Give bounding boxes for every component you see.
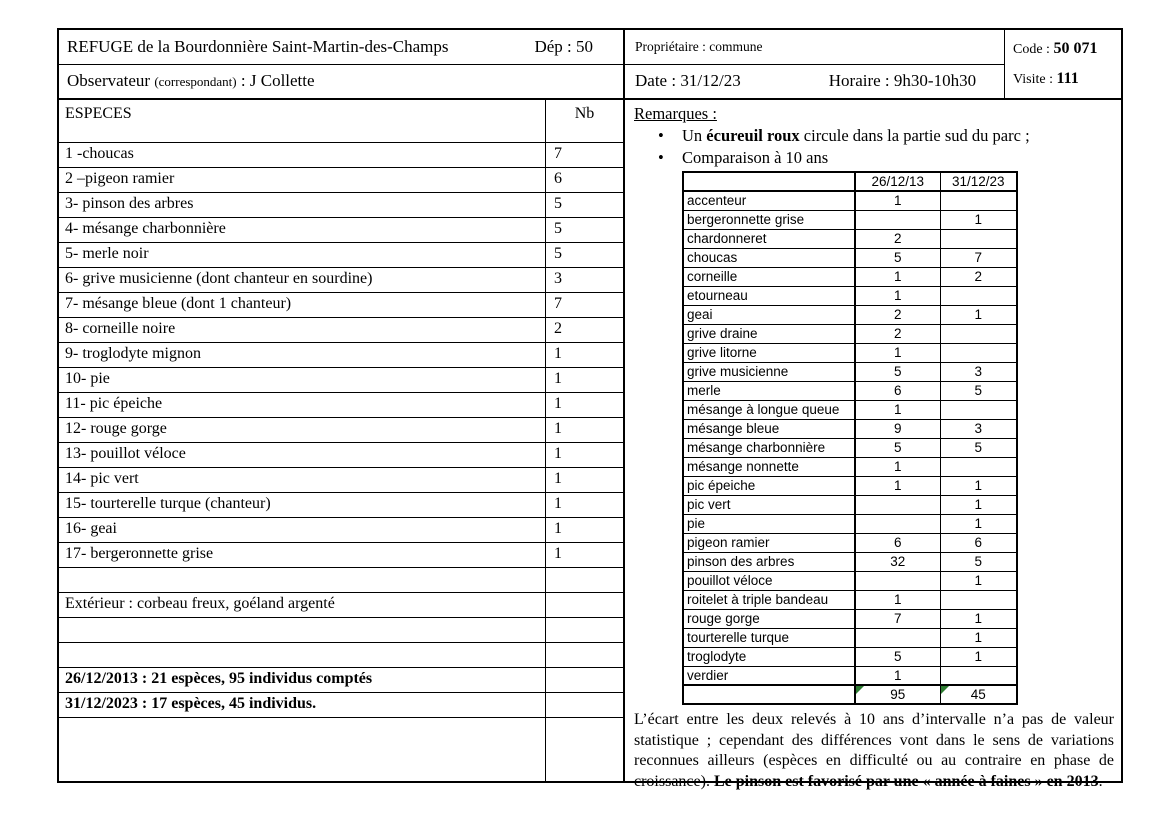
comparison-species: pinson des arbres [683, 552, 855, 571]
species-table-header [59, 100, 623, 143]
count-2013 [855, 514, 940, 533]
comparison-row [683, 666, 1017, 685]
comparison-species: rouge gorge [683, 609, 855, 628]
species-count [545, 568, 623, 592]
comparison-row [683, 419, 1017, 438]
filler-nb-cell [545, 718, 623, 781]
count-2023 [940, 457, 1017, 476]
species-label: 6- grive musicienne (dont chanteur en sourdine) [65, 270, 373, 287]
species-row [59, 618, 623, 643]
species-row [59, 568, 623, 593]
species-label: 4- mésange charbonnière [65, 220, 226, 237]
observer-paren: (correspondant) [154, 74, 237, 90]
comparison-species: mésange à longue queue [683, 400, 855, 419]
species-row [59, 418, 623, 443]
comparison-species: etourneau [683, 286, 855, 305]
species-row [59, 593, 623, 618]
species-row [59, 368, 623, 393]
comparison-row [683, 324, 1017, 343]
column-header-especes: ESPECES [65, 105, 132, 122]
comparison-row [683, 514, 1017, 533]
count-2023: 1 [940, 609, 1017, 628]
total-2023-value: 45 [970, 687, 986, 702]
count-2023 [940, 191, 1017, 210]
closing-end: . [1098, 772, 1103, 790]
count-2013: 7 [855, 609, 940, 628]
count-2023: 6 [940, 533, 1017, 552]
species-count: 2 [545, 318, 623, 342]
count-2023: 1 [940, 210, 1017, 229]
code-value: 50 071 [1053, 40, 1098, 57]
count-2013: 1 [855, 476, 940, 495]
total-2023-cell [940, 685, 1017, 704]
code-visite-cell [1005, 30, 1121, 98]
date-row [625, 65, 1004, 99]
observer-row [59, 65, 623, 99]
species-count: 5 [545, 243, 623, 267]
form-document [57, 28, 1123, 790]
refuge-title: REFUGE de la Bourdonnière Saint-Martin-des-Champs [67, 36, 449, 56]
count-2023: 1 [940, 305, 1017, 324]
species-row [59, 493, 623, 518]
proprietaire-row [625, 30, 1004, 65]
comparison-species: roitelet à triple bandeau [683, 590, 855, 609]
species-label [59, 568, 545, 592]
bullet-1-pre: Un [682, 126, 707, 145]
comparison-row [683, 248, 1017, 267]
species-count: 1 [545, 393, 623, 417]
species-row [59, 668, 623, 693]
species-count: 1 [545, 493, 623, 517]
comparison-species: troglodyte [683, 647, 855, 666]
count-2013: 1 [855, 267, 940, 286]
observer-prefix: Observateur [67, 71, 155, 91]
remarks-title [634, 104, 1114, 124]
remark-bullet-2 [634, 148, 1114, 168]
comparison-species: tourterelle turque [683, 628, 855, 647]
code-line [1013, 40, 1113, 58]
bullet-1-text [682, 126, 1030, 146]
species-label: 10- pie [65, 370, 110, 387]
count-2023: 1 [940, 628, 1017, 647]
comparison-header-year1: 26/12/13 [855, 172, 940, 191]
species-count [545, 668, 623, 692]
species-label: 12- rouge gorge [65, 420, 167, 437]
comparison-row [683, 400, 1017, 419]
comparison-species: corneille [683, 267, 855, 286]
species-label: 14- pic vert [65, 470, 139, 487]
species-label: 1 -choucas [65, 145, 134, 162]
species-row [59, 168, 623, 193]
comparison-row [683, 495, 1017, 514]
count-2013: 2 [855, 229, 940, 248]
form-body [59, 100, 1121, 790]
species-rows [59, 143, 623, 718]
comparison-row [683, 552, 1017, 571]
species-count: 6 [545, 168, 623, 192]
species-count: 7 [545, 143, 623, 167]
total-empty-cell [683, 685, 855, 704]
species-count: 3 [545, 268, 623, 292]
date: Date : 31/12/23 [635, 71, 741, 91]
count-2023: 1 [940, 495, 1017, 514]
comparison-species: bergeronnette grise [683, 210, 855, 229]
species-label: 16- geai [65, 520, 117, 537]
remarks-title-text: Remarques : [634, 104, 717, 123]
closing-normal: L’écart entre les deux relevés à 10 ans d’intervalle n’a pas de valeur statistique ; cependant des différences vont dans le sens de variations reconnues ailleurs (espèces en difficulté ou au contraire en phase de croissance). [634, 711, 1114, 790]
count-2023 [940, 590, 1017, 609]
comparison-row [683, 533, 1017, 552]
count-2013: 6 [855, 533, 940, 552]
refuge-row [59, 30, 623, 65]
species-row [59, 143, 623, 168]
count-2023 [940, 324, 1017, 343]
species-count: 1 [545, 343, 623, 367]
species-count: 1 [545, 368, 623, 392]
species-label: 9- troglodyte mignon [65, 345, 201, 362]
count-2023: 5 [940, 381, 1017, 400]
bullet-2-text: Comparaison à 10 ans [682, 148, 829, 167]
species-row [59, 518, 623, 543]
count-2013: 6 [855, 381, 940, 400]
species-row [59, 543, 623, 568]
species-row [59, 343, 623, 368]
species-count [545, 693, 623, 717]
comparison-species: verdier [683, 666, 855, 685]
comparison-species: pouillot véloce [683, 571, 855, 590]
bullet-1-post: circule dans la partie sud du parc ; [799, 126, 1030, 145]
count-2013: 2 [855, 305, 940, 324]
count-2013: 9 [855, 419, 940, 438]
comparison-row [683, 286, 1017, 305]
total-2013-cell [855, 685, 940, 704]
visite-label: Visite : [1013, 72, 1057, 87]
comparison-header-year2: 31/12/23 [940, 172, 1017, 191]
species-count: 7 [545, 293, 623, 317]
corner-marker-icon [856, 686, 864, 694]
comparison-species: pie [683, 514, 855, 533]
species-count: 1 [545, 443, 623, 467]
comparison-species: mésange nonnette [683, 457, 855, 476]
header-band [59, 30, 1121, 100]
species-count: 1 [545, 543, 623, 567]
comparison-header-empty [683, 172, 855, 191]
species-row [59, 218, 623, 243]
species-row [59, 268, 623, 293]
comparison-species: choucas [683, 248, 855, 267]
count-2013: 1 [855, 590, 940, 609]
comparison-row [683, 362, 1017, 381]
comparison-row [683, 191, 1017, 210]
species-label: 26/12/2013 : 21 espèces, 95 individus comptés [65, 670, 373, 687]
closing-bold: Le pinson est favorisé par une « année à faines » en 2013 [713, 772, 1099, 790]
species-row [59, 193, 623, 218]
species-label: 15- tourterelle turque (chanteur) [65, 495, 271, 512]
count-2023: 1 [940, 514, 1017, 533]
count-2023: 3 [940, 362, 1017, 381]
corner-marker-icon [941, 686, 949, 694]
species-row [59, 293, 623, 318]
comparison-row [683, 476, 1017, 495]
count-2013 [855, 210, 940, 229]
count-2013 [855, 495, 940, 514]
comparison-species: mésange charbonnière [683, 438, 855, 457]
proprietaire: Propriétaire : commune [635, 38, 763, 54]
comparison-row [683, 609, 1017, 628]
comparison-species: pic épeiche [683, 476, 855, 495]
count-2023 [940, 666, 1017, 685]
species-label: 3- pinson des arbres [65, 195, 194, 212]
total-2013-value: 95 [890, 687, 906, 702]
comparison-species: grive draine [683, 324, 855, 343]
comparison-row [683, 343, 1017, 362]
code-label: Code : [1013, 42, 1054, 57]
bullet-icon: • [658, 148, 664, 167]
species-label: Extérieur : corbeau freux, goéland argenté [65, 595, 335, 612]
species-label [59, 618, 545, 642]
observer-name: : J Collette [236, 71, 315, 91]
comparison-species: grive musicienne [683, 362, 855, 381]
count-2023: 3 [940, 419, 1017, 438]
count-2013: 32 [855, 552, 940, 571]
count-2023: 2 [940, 267, 1017, 286]
count-2023: 5 [940, 438, 1017, 457]
count-2023: 7 [940, 248, 1017, 267]
species-count [545, 643, 623, 667]
species-count [545, 593, 623, 617]
comparison-row [683, 590, 1017, 609]
species-count: 1 [545, 518, 623, 542]
count-2013 [855, 628, 940, 647]
count-2023 [940, 229, 1017, 248]
comparison-species: accenteur [683, 191, 855, 210]
species-label: 31/12/2023 : 17 espèces, 45 individus. [65, 695, 317, 712]
species-count: 1 [545, 468, 623, 492]
species-label: 13- pouillot véloce [65, 445, 186, 462]
comparison-header-row [683, 172, 1017, 191]
comparison-row [683, 457, 1017, 476]
count-2023: 5 [940, 552, 1017, 571]
comparison-row [683, 438, 1017, 457]
filler-name-cell [59, 718, 545, 781]
count-2013: 1 [855, 343, 940, 362]
comparison-species: merle [683, 381, 855, 400]
species-label [59, 643, 545, 667]
header-middle-cell [625, 30, 1005, 98]
species-row [59, 393, 623, 418]
count-2013: 2 [855, 324, 940, 343]
comparison-species: grive litorne [683, 343, 855, 362]
species-label: 5- merle noir [65, 245, 149, 262]
count-2013: 5 [855, 362, 940, 381]
species-label: 11- pic épeiche [65, 395, 163, 412]
count-2013 [855, 571, 940, 590]
bullet-1-bold: écureuil roux [706, 126, 800, 145]
comparison-row [683, 647, 1017, 666]
comparison-species: pic vert [683, 495, 855, 514]
species-label: 8- corneille noire [65, 320, 176, 337]
species-table-filler-row [59, 718, 623, 781]
comparison-row [683, 571, 1017, 590]
observer-line [67, 71, 315, 91]
header-left-cell [59, 30, 625, 98]
departement: Dép : 50 [534, 36, 593, 56]
remark-bullet-1 [634, 126, 1114, 146]
count-2023: 1 [940, 476, 1017, 495]
count-2013: 5 [855, 248, 940, 267]
count-2023: 1 [940, 647, 1017, 666]
species-label: 7- mésange bleue (dont 1 chanteur) [65, 295, 292, 312]
count-2013: 1 [855, 400, 940, 419]
species-row [59, 468, 623, 493]
count-2013: 1 [855, 666, 940, 685]
comparison-table [682, 171, 1018, 705]
species-count: 5 [545, 218, 623, 242]
horaire: Horaire : 9h30-10h30 [828, 71, 977, 91]
species-table [59, 100, 625, 781]
species-label: 17- bergeronnette grise [65, 545, 214, 562]
visite-value: 111 [1056, 70, 1079, 87]
closing-paragraph [634, 710, 1114, 792]
count-2023: 1 [940, 571, 1017, 590]
count-2013: 5 [855, 647, 940, 666]
comparison-total-row [683, 685, 1017, 704]
comparison-row [683, 210, 1017, 229]
count-2023 [940, 286, 1017, 305]
count-2013: 1 [855, 191, 940, 210]
species-count: 5 [545, 193, 623, 217]
comparison-species: mésange bleue [683, 419, 855, 438]
remarks-panel [625, 100, 1121, 790]
comparison-row [683, 381, 1017, 400]
species-row [59, 318, 623, 343]
species-row [59, 243, 623, 268]
species-label: 2 –pigeon ramier [65, 170, 175, 187]
count-2013: 1 [855, 457, 940, 476]
comparison-row [683, 628, 1017, 647]
visite-line [1013, 70, 1113, 88]
comparison-species: pigeon ramier [683, 533, 855, 552]
species-row [59, 693, 623, 718]
bullet-icon: • [658, 126, 664, 145]
comparison-row [683, 267, 1017, 286]
column-header-nb: Nb [545, 100, 623, 142]
species-count: 1 [545, 418, 623, 442]
count-2013: 5 [855, 438, 940, 457]
comparison-species: chardonneret [683, 229, 855, 248]
count-2023 [940, 343, 1017, 362]
count-2023 [940, 400, 1017, 419]
comparison-row [683, 305, 1017, 324]
species-row [59, 443, 623, 468]
count-2013: 1 [855, 286, 940, 305]
species-row [59, 643, 623, 668]
species-count [545, 618, 623, 642]
comparison-row [683, 229, 1017, 248]
comparison-species: geai [683, 305, 855, 324]
